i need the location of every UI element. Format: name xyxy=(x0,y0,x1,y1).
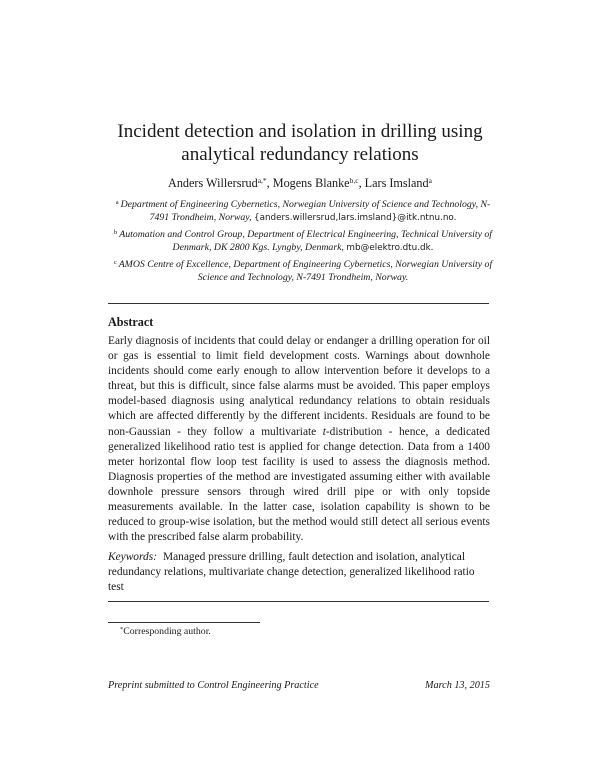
author-name: Lars Imsland xyxy=(364,176,429,190)
author-name: Mogens Blanke xyxy=(272,176,350,190)
affiliation-a xyxy=(108,196,498,226)
keywords-label: Keywords: xyxy=(108,551,157,563)
abstract-bottom-rule xyxy=(108,601,489,602)
footnote xyxy=(120,626,211,637)
footnote-rule xyxy=(108,622,260,623)
affiliation-b xyxy=(108,226,498,256)
author-affil-mark: b,c xyxy=(349,176,359,185)
keywords xyxy=(108,550,490,595)
affiliation-mark: c xyxy=(113,258,117,266)
affiliation-c xyxy=(108,256,498,285)
t-symbol: t xyxy=(322,425,326,438)
affiliation-email: {anders.willersrud,lars.imsland}@itk.ntnu.no. xyxy=(253,213,457,224)
paper-title xyxy=(60,120,540,166)
abstract-text-part-1: Early diagnosis of incidents that could delay or endanger a drilling operation for oil or gas is essential to limit field development costs. Warnings about downhole incidents should come early enough to allow intervention before it develops to a threat, but this is difficult, since false alarms must be avoided. This paper employs model-based diagnosis using analytical redundancy relations to obtain residuals which are affected differently by the different incidents. Residuals are found to be non-Gaussian - they follow a multivariate xyxy=(108,335,490,438)
page-footer xyxy=(108,680,490,691)
author-affil-mark: a,* xyxy=(257,176,267,185)
abstract-heading: Abstract xyxy=(108,315,154,329)
affiliation-mark: b xyxy=(113,228,118,236)
abstract-body xyxy=(108,334,490,545)
affiliation-text: AMOS Centre of Excellence, Department of Engineering Cybernetics, Norwegian University of Science and Technology, N-7491 Trondheim, Norway. xyxy=(118,258,493,284)
affiliation-text: Automation and Control Group, Department of Electrical Engineering, Technical University of Denmark, DK 2800 Kgs. Lyngby, Denmark, xyxy=(119,228,493,254)
author-name: Anders Willersrud xyxy=(168,176,258,190)
keywords-text: Managed pressure drilling, fault detection and isolation, analytical redundancy relations, multivariate change detection, generalized likelihood ratio test xyxy=(108,551,475,594)
footnote-text: Corresponding author. xyxy=(123,626,211,637)
author-list: Anders Willersrud$^{a,*}$, Mogens Blanke$^{b,c}$, Lars Imsland$^a$ xyxy=(168,176,432,190)
abstract-text-part-2: -distribution - hence, a dedicated generalized likelihood ratio test is applied for change detection. Data from a 1400 meter horizontal flow loop test facility is used to assess the diagnosis method. Diagnosis properties of the method are investigated assuming either with available downhole pressure sensors through wired drill pipe or with only topside measurements available. In the latter case, isolation capability is shown to be reduced to group-wise isolation, but the method would still detect all serious events with the prescribed false alarm probability. xyxy=(108,425,490,544)
footnote-mark: * xyxy=(120,626,124,633)
affiliation-email: mb@elektro.dtu.dk. xyxy=(346,243,434,254)
affiliation-mark: a xyxy=(115,199,119,206)
abstract-top-rule xyxy=(108,303,489,304)
title-line-2: analytical redundancy relations xyxy=(181,144,419,165)
footer-date: March 13, 2015 xyxy=(425,680,490,691)
title-line-1: Incident detection and isolation in drilling using xyxy=(117,121,483,142)
affiliations xyxy=(108,196,498,284)
author-affil-mark: a xyxy=(428,176,432,185)
affiliation-text: Department of Engineering Cybernetics, Norwegian University of Science and Technology, N-7491 Trondheim, Norway, xyxy=(120,199,491,224)
footer-submission: Preprint submitted to Control Engineering Practice xyxy=(108,680,319,691)
